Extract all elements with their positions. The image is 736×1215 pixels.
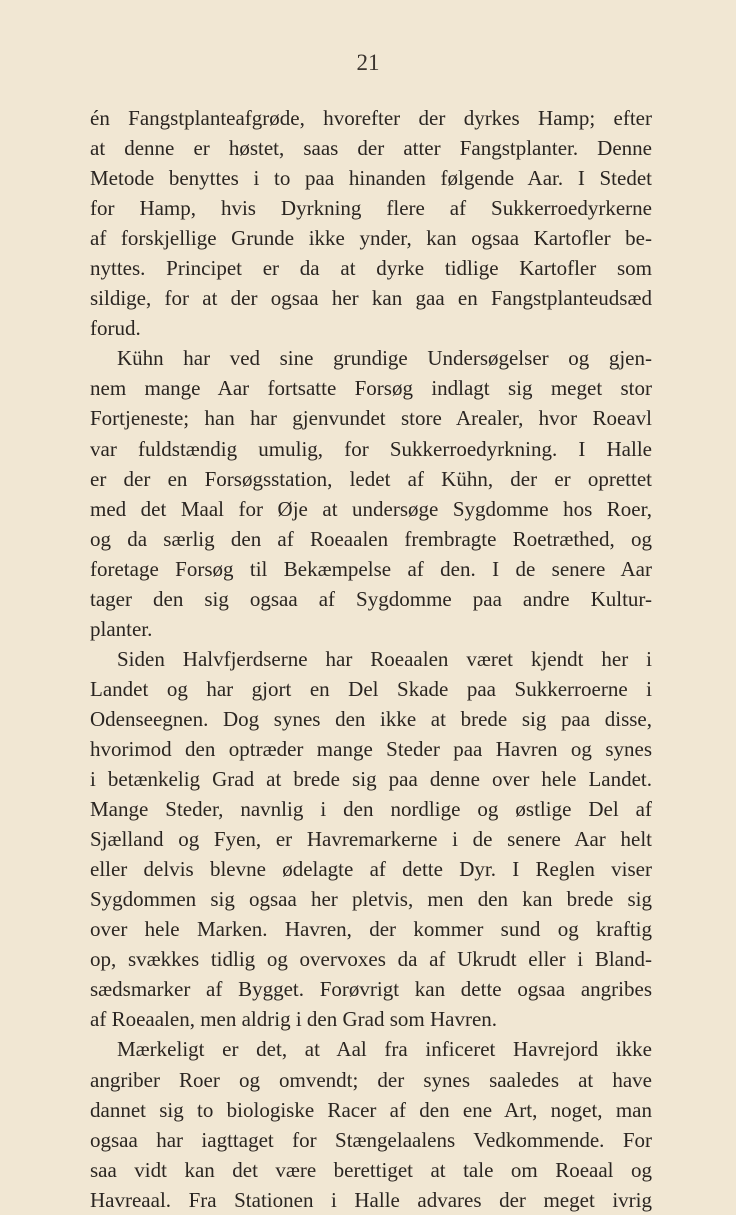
text-line: Mærkeligt er det, at Aal fra inficeret Havrejord ikke <box>117 1037 652 1062</box>
text-line: nem mange Aar fortsatte Forsøg indlagt sig meget stor <box>90 376 652 401</box>
text-line: foretage Forsøg til Bekæmpelse af den. I de senere Aar <box>90 556 652 581</box>
paragraph <box>90 343 652 643</box>
text-line: saa vidt kan det være berettiget at tale om Roeaal og <box>90 1157 652 1182</box>
text-line: af forskjellige Grunde ikke ynder, kan ogsaa Kartofler be- <box>90 226 652 251</box>
paragraph <box>90 103 652 343</box>
text-line: tager den sig ogsaa af Sygdomme paa andre Kultur- <box>90 586 652 611</box>
paragraph <box>90 1034 652 1214</box>
text-line: angriber Roer og omvendt; der synes saaledes at have <box>90 1067 652 1092</box>
text-line: Odenseegnen. Dog synes den ikke at brede sig paa disse, <box>90 706 652 731</box>
text-line: hvorimod den optræder mange Steder paa Havren og synes <box>90 736 652 761</box>
text-line: dannet sig to biologiske Racer af den ene Art, noget, man <box>90 1097 652 1122</box>
text-line: sædsmarker af Bygget. Forøvrigt kan dette ogsaa angribes <box>90 977 652 1002</box>
text-line: for Hamp, hvis Dyrkning flere af Sukkerroedyrkerne <box>90 196 652 221</box>
text-line: ogsaa har iagttaget for Stængelaalens Vedkommende. For <box>90 1127 652 1152</box>
text-line: eller delvis blevne ødelagte af dette Dyr. I Reglen viser <box>90 857 652 882</box>
page-number: 21 <box>356 50 380 75</box>
text-line: Sygdommen sig ogsaa her pletvis, men den kan brede sig <box>90 887 652 912</box>
text-line: Sjælland og Fyen, er Havremarkerne i de senere Aar helt <box>90 827 652 852</box>
text-line: i betænkelig Grad at brede sig paa denne over hele Landet. <box>90 767 652 792</box>
text-line: er der en Forsøgsstation, ledet af Kühn, der er oprettet <box>90 466 652 491</box>
body-text <box>90 103 652 1215</box>
text-line: forud. <box>90 316 141 341</box>
text-line: af Roeaalen, men aldrig i den Grad som Havren. <box>90 1007 498 1032</box>
text-line: op, svækkes tidlig og overvoxes da af Ukrudt eller i Bland- <box>90 947 652 972</box>
text-line: over hele Marken. Havren, der kommer sund og kraftig <box>90 917 652 942</box>
text-line: Havreaal. Fra Stationen i Halle advares der meget ivrig <box>90 1187 652 1212</box>
text-line: Siden Halvfjerdserne har Roeaalen været kjendt her i <box>117 646 652 671</box>
paragraph <box>90 644 652 1035</box>
text-line: var fuldstændig umulig, for Sukkerroedyrkning. I Halle <box>90 436 652 461</box>
text-line: sildige, for at der ogsaa her kan gaa en Fangstplanteudsæd <box>90 286 652 311</box>
text-line: Fortjeneste; han har gjenvundet store Arealer, hvor Roeavl <box>90 406 652 431</box>
text-line: én Fangstplanteafgrøde, hvorefter der dyrkes Hamp; efter <box>90 106 652 130</box>
text-line: at denne er høstet, saas der atter Fangstplanter. Denne <box>90 136 652 161</box>
text-line: Kühn har ved sine grundige Undersøgelser og gjen- <box>117 346 652 371</box>
text-line: Mange Steder, navnlig i den nordlige og østlige Del af <box>90 797 652 822</box>
text-line: og da særlig den af Roeaalen frembragte Roetræthed, og <box>90 526 652 551</box>
text-line: med det Maal for Øje at undersøge Sygdomme hos Roer, <box>90 496 652 521</box>
text-line: planter. <box>90 616 153 641</box>
text-line: Metode benyttes i to paa hinanden følgende Aar. I Stedet <box>90 166 652 191</box>
text-line: nyttes. Principet er da at dyrke tidlige Kartofler som <box>90 256 652 281</box>
text-line: Landet og har gjort en Del Skade paa Sukkerroerne i <box>90 676 652 701</box>
